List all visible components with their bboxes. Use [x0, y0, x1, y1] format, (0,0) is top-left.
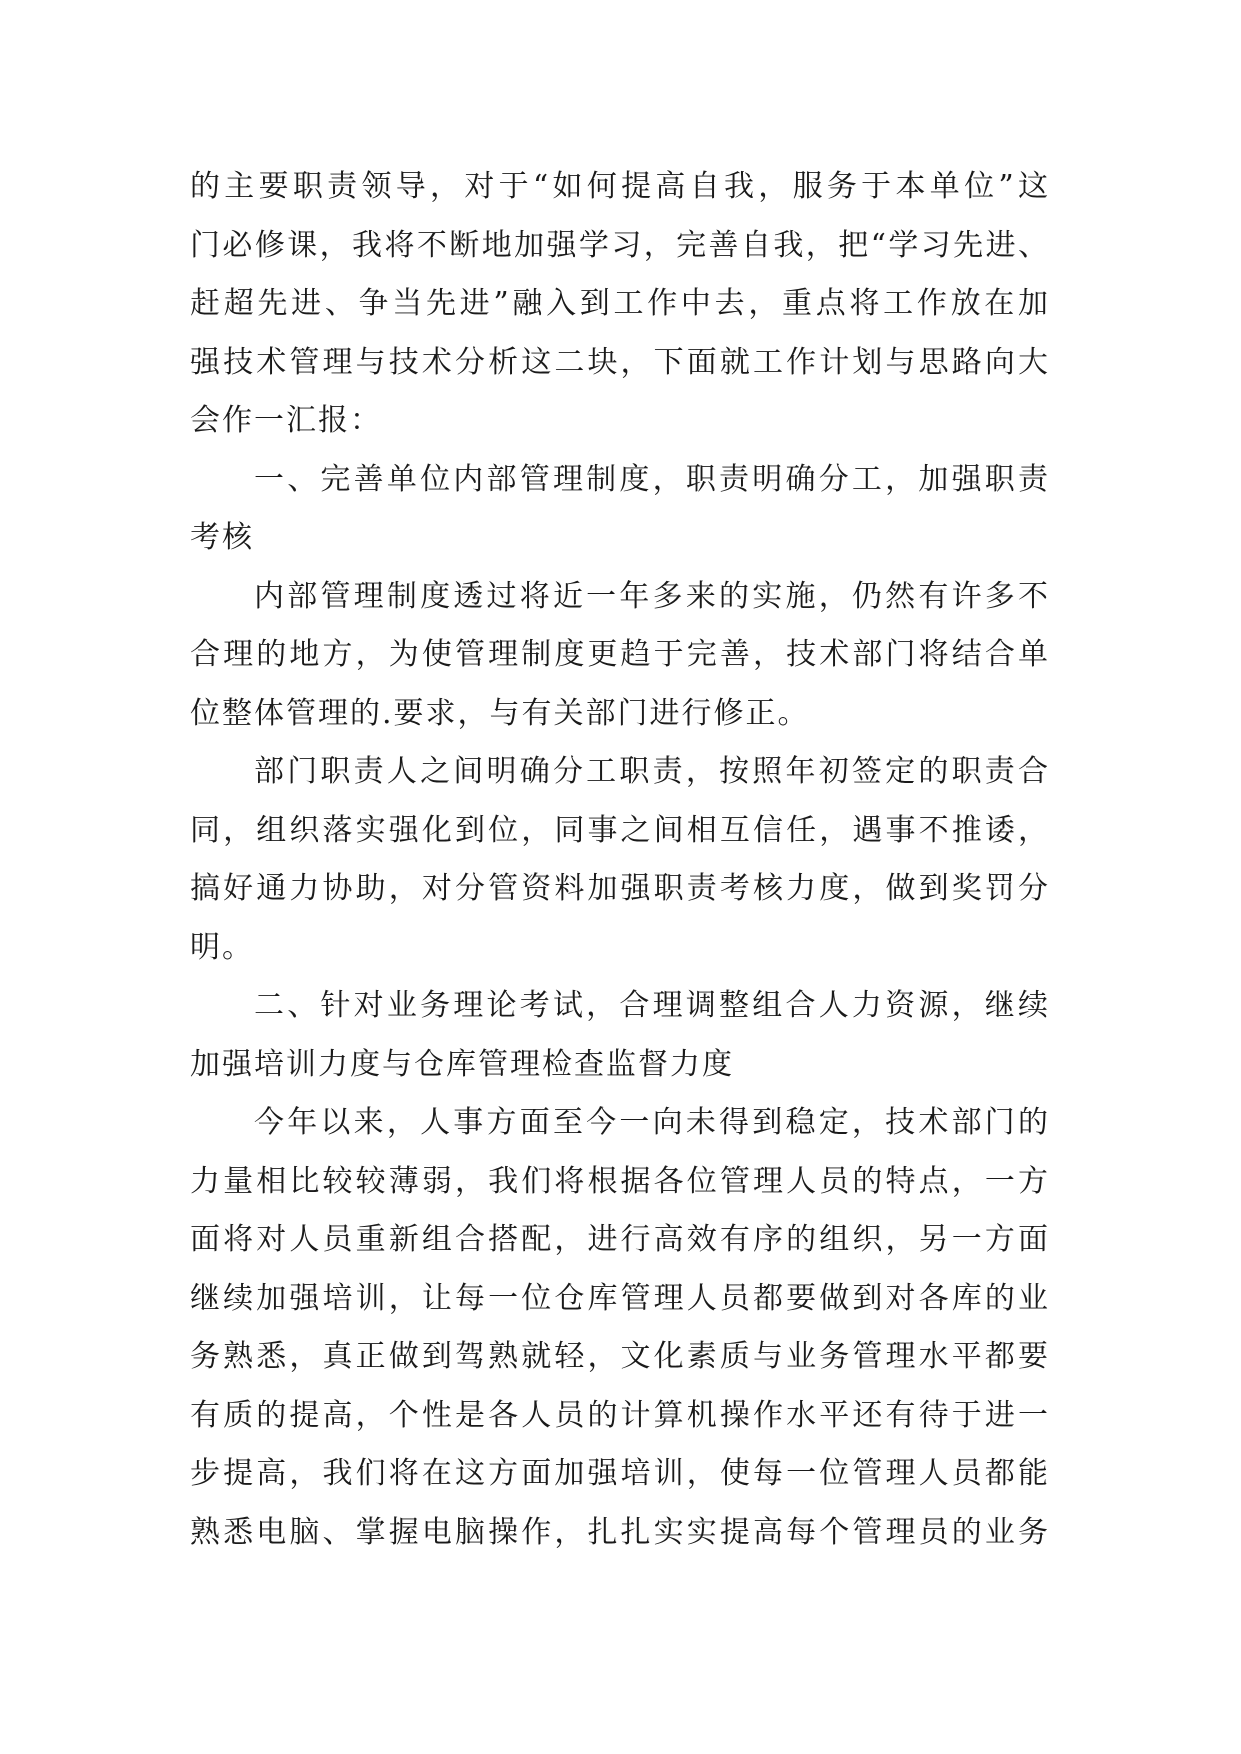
text-line: 的主要职责领导，对于“如何提高自我，服务于本单位”这	[190, 169, 1050, 204]
text-line: 门必修课，我将不断地加强学习，完善自我，把“学习先进、	[190, 227, 1050, 263]
text-line: 务熟悉，真正做到驾熟就轻，文化素质与业务管理水平都要	[190, 1339, 1050, 1374]
text-line: 今年以来，人事方面至今一向未得到稳定，技术部门的	[254, 1105, 1050, 1140]
text-line: 部门职责人之间明确分工职责，按照年初签定的职责合	[254, 754, 1050, 789]
section-heading-line: 一、完善单位内部管理制度，职责明确分工，加强职责	[254, 461, 1050, 497]
section-heading-line: 二、针对业务理论考试，合理调整组合人力资源，继续	[254, 988, 1050, 1023]
text-line: 继续加强培训，让每一位仓库管理人员都要做到对各库的业	[190, 1280, 1050, 1316]
text-line: 强技术管理与技术分析这二块，下面就工作计划与思路向大	[190, 344, 1050, 380]
text-line: 合理的地方，为使管理制度更趋于完善，技术部门将结合单	[190, 637, 1050, 672]
text-line: 步提高，我们将在这方面加强培训，使每一位管理人员都能	[190, 1456, 1050, 1491]
text-line: 同，组织落实强化到位，同事之间相互信任，遇事不推诿，	[190, 812, 1050, 848]
text-line: 搞好通力协助，对分管资料加强职责考核力度，做到奖罚分	[190, 871, 1050, 906]
text-line: 会作一汇报：	[190, 403, 382, 438]
section-heading-line: 考核	[190, 520, 254, 555]
text-line: 明。	[190, 929, 254, 965]
text-line: 熟悉电脑、掌握电脑操作，扎扎实实提高每个管理员的业务	[190, 1514, 1050, 1550]
text-line: 力量相比较较薄弱，我们将根据各位管理人员的特点，一方	[190, 1163, 1050, 1199]
text-line: 赶超先进、争当先进”融入到工作中去，重点将工作放在加	[190, 286, 1050, 321]
text-line: 面将对人员重新组合搭配，进行高效有序的组织，另一方面	[190, 1222, 1050, 1257]
section-heading-line: 加强培训力度与仓库管理检查监督力度	[190, 1046, 734, 1082]
text-line: 有质的提高，个性是各人员的计算机操作水平还有待于进一	[190, 1397, 1050, 1433]
document-body	[190, 158, 1050, 1562]
text-line: 位整体管理的.要求，与有关部门进行修正。	[190, 695, 810, 731]
text-line: 内部管理制度透过将近一年多来的实施，仍然有许多不	[254, 578, 1050, 614]
